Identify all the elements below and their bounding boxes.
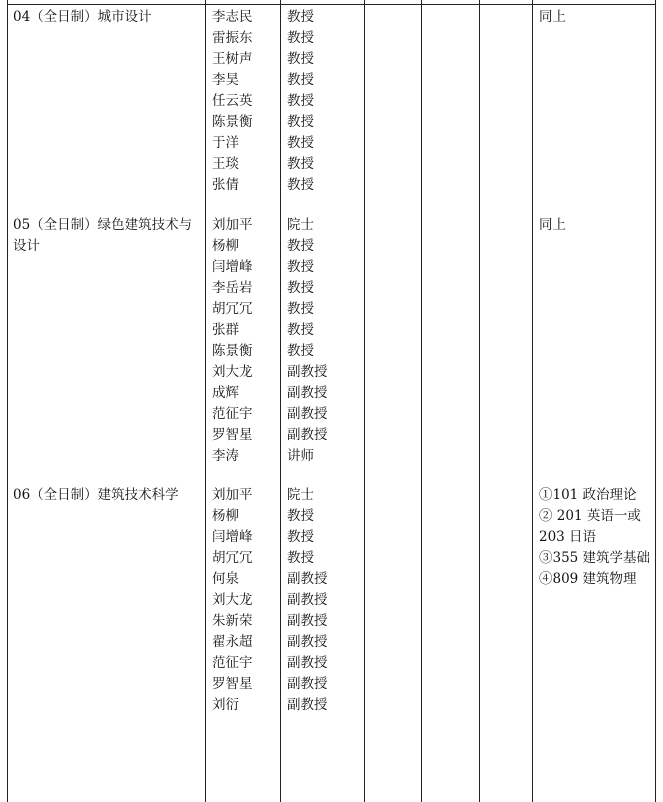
advisor-title: 教授 <box>287 93 314 109</box>
advisor-name: 罗智星 <box>212 427 253 443</box>
advisor-name: 闫增峰 <box>212 529 253 545</box>
advisor-title: 副教授 <box>287 676 328 692</box>
column-divider-6 <box>532 0 533 802</box>
advisor-title: 副教授 <box>287 406 328 422</box>
column-divider-5 <box>479 0 480 802</box>
title-list <box>287 7 314 196</box>
advisor-name: 成辉 <box>212 385 239 401</box>
advisor-name: 闫增峰 <box>212 259 253 275</box>
exam-subjects <box>539 485 650 590</box>
advisor-title: 教授 <box>287 280 314 296</box>
advisor-name: 胡冗冗 <box>212 301 253 317</box>
advisor-title: 教授 <box>287 529 314 545</box>
advisor-name: 翟永超 <box>212 634 253 650</box>
advisor-name: 张群 <box>212 322 239 338</box>
advisor-name: 杨柳 <box>212 508 239 524</box>
advisor-title: 教授 <box>287 343 314 359</box>
advisor-title: 教授 <box>287 177 314 193</box>
table-left-border <box>7 0 8 802</box>
column-divider-2 <box>280 0 281 802</box>
advisor-name: 刘大龙 <box>212 592 253 608</box>
advisor-name: 朱新荣 <box>212 613 253 629</box>
advisor-title: 副教授 <box>287 571 328 587</box>
advisor-name: 李涛 <box>212 448 239 464</box>
exam-subject-line: 203 日语 <box>539 529 597 545</box>
column-divider-3 <box>364 0 365 802</box>
advisor-list <box>212 7 253 196</box>
advisor-name: 刘大龙 <box>212 364 253 380</box>
advisor-title: 院士 <box>287 217 314 233</box>
advisor-title: 教授 <box>287 72 314 88</box>
exam-subject-line: 同上 <box>539 9 566 25</box>
program-cell: 06（全日制）建筑技术科学 <box>13 487 179 503</box>
advisor-title: 教授 <box>287 508 314 524</box>
advisor-title: 副教授 <box>287 613 328 629</box>
advisor-name: 于洋 <box>212 135 239 151</box>
advisor-title: 教授 <box>287 238 314 254</box>
advisor-name: 刘衍 <box>212 697 239 713</box>
advisor-name: 陈景衡 <box>212 343 253 359</box>
advisor-title: 教授 <box>287 114 314 130</box>
advisor-title: 教授 <box>287 156 314 172</box>
advisor-title: 副教授 <box>287 364 328 380</box>
advisor-name: 刘加平 <box>212 487 253 503</box>
advisor-title: 副教授 <box>287 385 328 401</box>
advisor-name: 李昊 <box>212 72 239 88</box>
advisor-name: 何泉 <box>212 571 239 587</box>
advisor-name: 杨柳 <box>212 238 239 254</box>
advisor-title: 副教授 <box>287 634 328 650</box>
advisor-title: 教授 <box>287 301 314 317</box>
advisor-name: 张倩 <box>212 177 239 193</box>
title-list <box>287 485 328 716</box>
advisor-name: 王琰 <box>212 156 239 172</box>
advisor-name: 王树声 <box>212 51 253 67</box>
advisor-name: 李志民 <box>212 9 253 25</box>
advisor-title: 副教授 <box>287 427 328 443</box>
advisor-title: 教授 <box>287 550 314 566</box>
title-list <box>287 215 328 467</box>
exam-subject-line: 同上 <box>539 217 566 233</box>
advisor-name: 罗智星 <box>212 676 253 692</box>
advisor-name: 刘加平 <box>212 217 253 233</box>
advisor-title: 讲师 <box>287 448 314 464</box>
exam-subject-line: ② 201 英语一或 <box>539 508 641 524</box>
advisor-name: 范征宇 <box>212 655 253 671</box>
advisor-title: 副教授 <box>287 697 328 713</box>
exam-subjects <box>539 215 566 236</box>
program-cell: 04（全日制）城市设计 <box>13 9 152 25</box>
advisor-name: 任云英 <box>212 93 253 109</box>
advisor-title: 教授 <box>287 51 314 67</box>
exam-subject-line: ①101 政治理论 <box>539 487 637 503</box>
advisor-title: 教授 <box>287 322 314 338</box>
exam-subject-line: ③355 建筑学基础 <box>539 550 651 566</box>
advisor-list <box>212 215 253 467</box>
advisor-title: 院士 <box>287 487 314 503</box>
advisor-title: 教授 <box>287 9 314 25</box>
advisor-name: 胡冗冗 <box>212 550 253 566</box>
advisor-title: 教授 <box>287 259 314 275</box>
advisor-name: 范征宇 <box>212 406 253 422</box>
program-cell: 05（全日制）绿色建筑技术与设计 <box>13 217 193 254</box>
advisor-title: 教授 <box>287 30 314 46</box>
advisor-name: 陈景衡 <box>212 114 253 130</box>
exam-subjects <box>539 7 566 28</box>
table-top-border <box>7 4 655 5</box>
advisor-title: 副教授 <box>287 592 328 608</box>
exam-subject-line: ④809 建筑物理 <box>539 571 637 587</box>
advisor-title: 教授 <box>287 135 314 151</box>
column-divider-1 <box>205 0 206 802</box>
advisor-name: 李岳岩 <box>212 280 253 296</box>
table-right-border <box>655 0 656 802</box>
advisor-name: 雷振东 <box>212 30 253 46</box>
column-divider-4 <box>421 0 422 802</box>
advisor-title: 副教授 <box>287 655 328 671</box>
advisor-list <box>212 485 253 716</box>
